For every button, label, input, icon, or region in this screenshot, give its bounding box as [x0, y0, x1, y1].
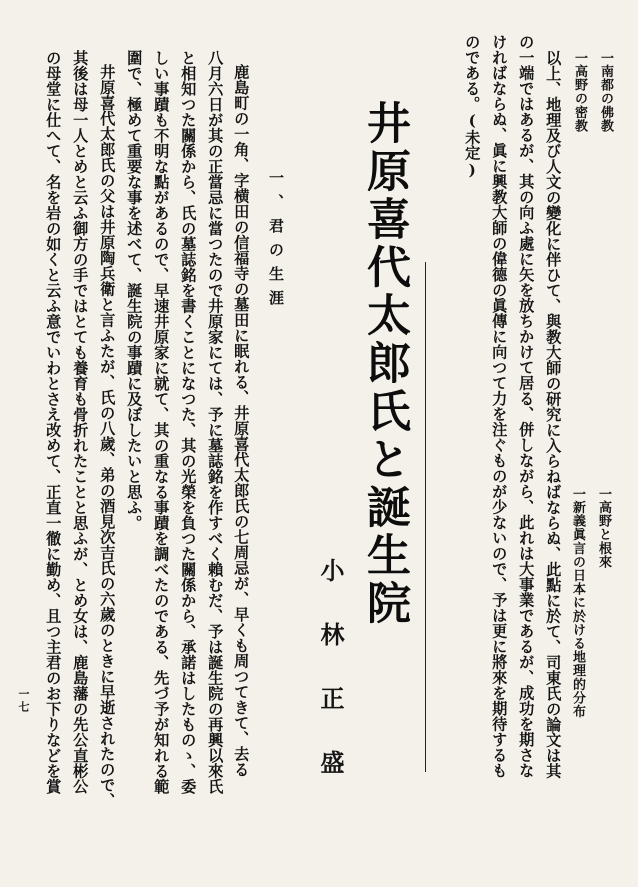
toc-item: 一高野の密教 [572, 51, 587, 133]
article-line: しい事蹟も不明な點があるので、早速井原家に就て、其の重なる事蹟を調べたのである、先づ予が知れる範 [152, 50, 171, 794]
previous-article-line: のである。(未定) [463, 34, 482, 180]
article-line: 井原喜代太郎氏の父は井原陶兵衛と言ふたが、氏の八歲、弟の酒見次吉氏の六歲のときに早逝されたので、 [98, 64, 117, 808]
title-rule [425, 262, 426, 772]
article-title: 井原喜代太郎氏と誕生院 [359, 100, 410, 628]
article-line: 圍で、極めて重要な事を述べて、誕生院の事蹟に及ぼしたいと思ふ。 [125, 50, 144, 531]
toc-item: 一南都の佛教 [598, 51, 613, 133]
article-line: 鹿島町の一角、字横田の信福寺の墓田に眠れる、井原喜代太郎氏の七周忌が、早くも周つてきて、去る [232, 64, 251, 777]
toc-item: 一新義眞言の日本に於ける地理的分布 [570, 487, 585, 719]
article-line: と相知つた關係から、氏の墓誌銘を書くことになつた、其の光榮を負つた關係から、承諾はしたものゝ、委 [179, 50, 198, 794]
previous-article-line: の一端ではあるが、其の向ふ處に矢を放ちかけて居る、併しながら、此れは大事業であるが、成功を期さな [517, 34, 536, 778]
section-heading: 一、君の生涯 [267, 170, 285, 314]
previous-article-line: 以上、地理及び人文の變化に伴ひて、與教大師の研究に入らねばならぬ、此點に於て、司東氏の論文は其 [544, 50, 563, 779]
page-number: 一七 [17, 688, 30, 714]
previous-article-line: ければならぬ、眞に興教大師の偉德の眞傳に向つて力を注ぐものが少ないので、予は更に將來を期待するも [490, 34, 509, 778]
toc-item: 一高野と根來 [596, 487, 611, 569]
article-line: 八月六日が其の正當忌に當つたので井原家にては、予に墓誌銘を作すべく賴むだ、予は誕生院の再興以來氏 [206, 50, 225, 794]
article-line: 其後は母一人とめと云ふ御方の手ではとても養育も骨折れたことと思ふが、とめ女は、鹿島藩の先公直彬公 [71, 50, 90, 794]
article-author: 小林正盛 [316, 558, 345, 814]
article-line: の母堂に仕へて、名を岩の如くと云ふ意でいわとさえ改めて、正直一徹に勤め、且つ主君のお下りなどを賞 [44, 50, 63, 794]
